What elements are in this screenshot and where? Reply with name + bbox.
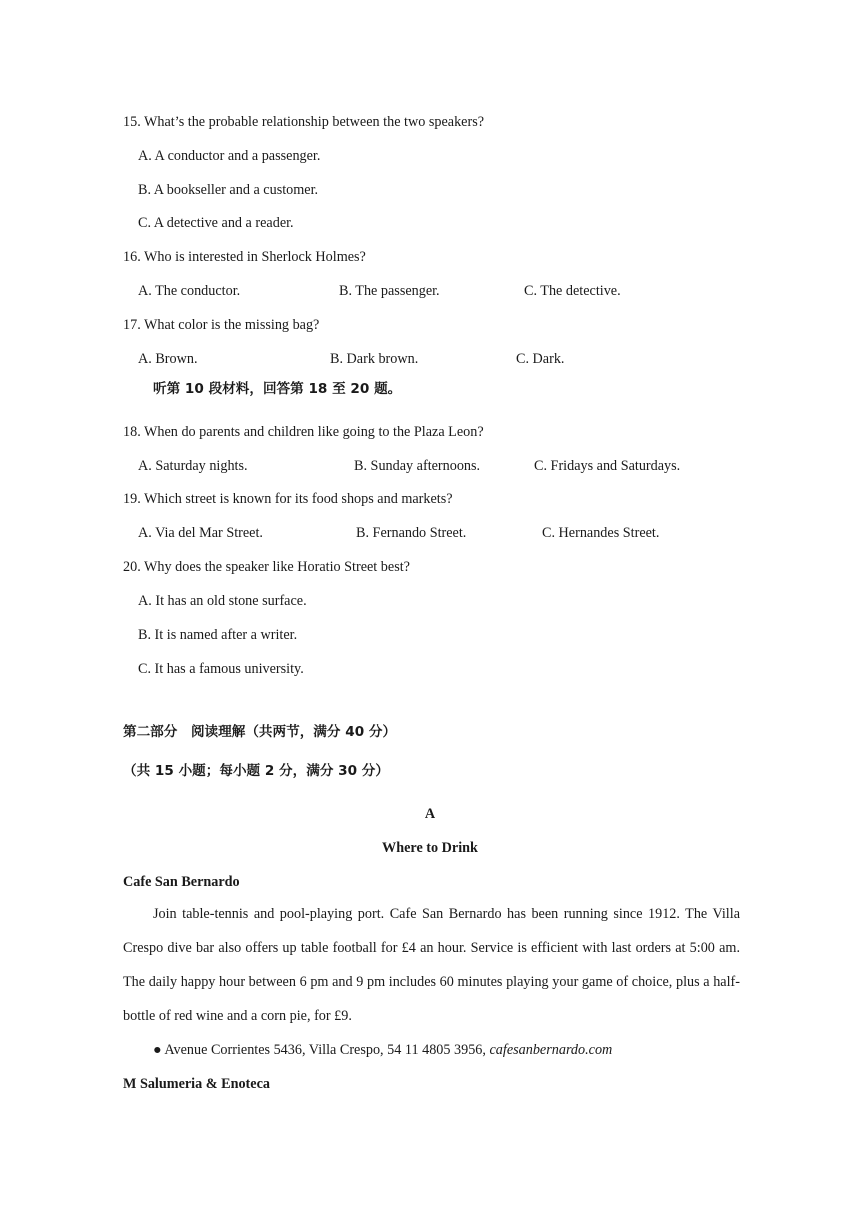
venue-1-website-link[interactable]: cafesanbernardo.com <box>489 1042 613 1058</box>
question-17-option-b: B. Dark brown. <box>330 351 419 367</box>
part-two-subheading: （共 15 小题；每小题 2 分，满分 30 分） <box>123 763 389 779</box>
question-17: 17. What color is the missing bag? <box>123 317 320 333</box>
question-15-option-a: A. A conductor and a passenger. <box>138 148 321 164</box>
question-18-option-a: A. Saturday nights. <box>138 458 248 474</box>
venue-1-description: Join table-tennis and pool-playing port. Cafe San Bernardo has been running since 1912. The Villa Crespo dive bar also offers up table football for £4 an hour. Service is efficient with last orders at 5:00 am. The daily happy hour between 6 pm and 9 pm includes 60 minutes playing your game of choice, plus a half-bottle of red wine and a corn pie, for £9. <box>123 906 740 1024</box>
question-19-option-c: C. Hernandes Street. <box>542 525 660 541</box>
question-16-option-a: A. The conductor. <box>138 283 241 299</box>
question-16-option-b: B. The passenger. <box>339 283 440 299</box>
question-18-option-c: C. Fridays and Saturdays. <box>534 458 681 474</box>
question-18-option-b: B. Sunday afternoons. <box>354 458 481 474</box>
question-20-option-b: B. It is named after a writer. <box>138 627 298 643</box>
question-20: 20. Why does the speaker like Horatio Street best? <box>123 559 410 575</box>
part-two-heading: 第二部分 阅读理解（共两节，满分 40 分） <box>123 724 397 740</box>
question-20-option-c: C. It has a famous university. <box>138 661 304 677</box>
question-16: 16. Who is interested in Sherlock Holmes? <box>123 249 366 265</box>
question-20-option-a: A. It has an old stone surface. <box>138 593 307 609</box>
question-15-option-b: B. A bookseller and a customer. <box>138 182 319 198</box>
question-17-option-a: A. Brown. <box>138 351 198 367</box>
question-19-option-b: B. Fernando Street. <box>356 525 467 541</box>
passage-letter: A <box>424 806 436 822</box>
venue-1-name: Cafe San Bernardo <box>123 874 240 890</box>
passage-title: Where to Drink <box>382 840 478 856</box>
listening-section-10-heading: 听第 10 段材料，回答第 18 至 20 题。 <box>153 381 402 397</box>
question-19: 19. Which street is known for its food shops and markets? <box>123 491 453 507</box>
question-19-option-a: A. Via del Mar Street. <box>138 525 263 541</box>
venue-1-address: ● Avenue Corrientes 5436, Villa Crespo, 54 11 4805 3956, <box>153 1042 490 1058</box>
question-15-option-c: C. A detective and a reader. <box>138 215 294 231</box>
question-16-option-c: C. The detective. <box>524 283 621 299</box>
question-15: 15. What’s the probable relationship between the two speakers? <box>123 114 485 130</box>
venue-2-name: M Salumeria & Enoteca <box>123 1076 270 1092</box>
question-17-option-c: C. Dark. <box>516 351 565 367</box>
question-18: 18. When do parents and children like going to the Plaza Leon? <box>123 424 484 440</box>
venue-1-contact <box>153 1041 612 1059</box>
